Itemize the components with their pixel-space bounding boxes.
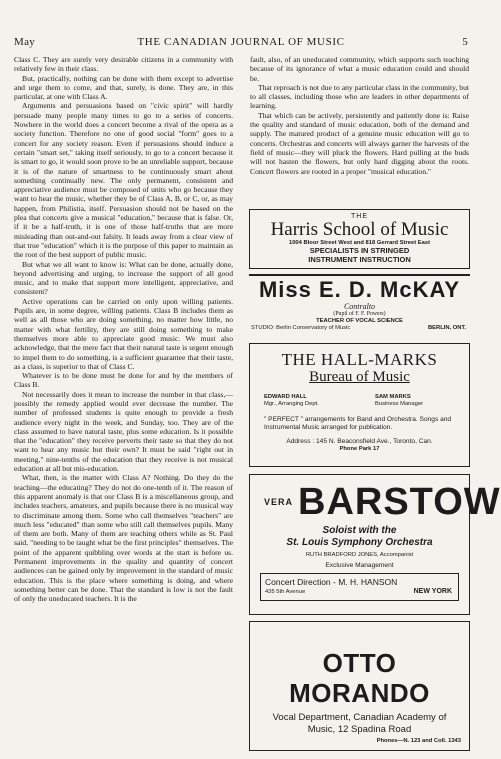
barstow-name: BARSTOW: [298, 481, 501, 523]
left-article-column: [14, 55, 233, 745]
mckay-name: Miss E. D. McKAY: [258, 277, 461, 302]
paragraph: Class C. They are surely very desirable citizens in a community with relatively few in their class.: [14, 55, 233, 74]
paragraph: That reproach is not due to any particular class in the community, but to all classes, including those who are leaders in other departments of learning.: [250, 82, 469, 111]
journal-title: THE CANADIAN JOURNAL OF MUSIC: [137, 36, 345, 48]
morando-name: OTTO MORANDO: [289, 648, 430, 708]
ad-the: THE: [351, 213, 368, 220]
harris-school-ad: [249, 209, 470, 269]
harris-line1: SPECIALISTS IN STRINGED: [309, 246, 410, 255]
paragraph: Whatever is to be done must be done for and by the members of Class B.: [14, 371, 233, 390]
paragraph: But, practically, nothing can be done with them except to advertise and urge them to come, and that, surely, is done. They are, in this particular, at one with Class A.: [14, 73, 233, 102]
harris-address: 1004 Bloor Street West and 818 Gerrard Street East: [288, 240, 430, 246]
mckay-studio: STUDIO: Berlin Conservatory of Music: [251, 325, 351, 331]
concert-direction-box: [260, 573, 459, 601]
barstow-ad: [249, 474, 501, 615]
page-number: 5: [462, 36, 468, 48]
barstow-exclusive: Exclusive Management: [325, 562, 394, 569]
barstow-city: NEW YORK: [413, 588, 452, 595]
barstow-accompanist: RUTH BRADFORD JONES, Accompanist: [305, 552, 414, 558]
morando-ad: [249, 621, 470, 751]
harris-school-name: Harris School of Music: [270, 219, 449, 240]
barstow-direction: Concert Direction - M. H. HANSON: [265, 577, 398, 587]
barstow-street: 435 5th Avenue: [265, 589, 306, 595]
mckay-pupil: (Pupil of F. F. Powers): [333, 311, 386, 317]
mckay-city: BERLIN, ONT.: [427, 325, 466, 331]
right-article-column: [250, 55, 469, 212]
barstow-first-name: VERA: [264, 497, 294, 507]
mckay-voice: Contralto: [343, 302, 376, 311]
page-header: [14, 36, 468, 50]
person-role: Mgr., Arranging Dept.: [264, 401, 319, 407]
person-role: Business Manager: [375, 401, 424, 407]
paragraph: Arguments and persuasions based on "civic spirit" will hardly persuade many people many times to go to a series of concerts. Nowhere in the world does a concert become a rival of the opera as a society function. Therefore no one of good social "form" goes to a concert for any society reason. Even if persuasions should induce a certain "smart set," taking itself seriously, to go to a concert because it is smart to go, it would soon prove to be an unreliable support, because it is of the nature of smartness to be continuously smart about something continually new. The only permanent, consistent and appreciative audience must be composed of units who go because they want to hear the music, whether they be of Class A, B, or C, or, as may happen, from Philistia, itself. Persuasion should not be based on the plea that concerts give a musical "education," because that is false. Or, if it be a half-truth, it is one of those half-truths that are more misleading than out-and-out falsity. It leads away from a clear view of that true "education" which it is the purpose of this paper to maintain as the root of the best support of public music.: [14, 101, 233, 260]
paragraph: fault, also, of an uneducated community, which supports such teaching because of its ignorance of what a music education could and should be.: [250, 55, 469, 83]
paragraph: But what we all want to know is: What can be done, actually done, beyond advertising and urging, to increase the support of all good music, and to make that support more intelligent, appreciative, and consistent?: [14, 259, 233, 297]
ad-separator: [249, 274, 470, 276]
person-name: SAM MARKS: [375, 394, 411, 400]
hall-marks-phone: Phone Park 17: [339, 446, 380, 452]
morando-phones: Phones—N. 123 and Coll. 1343: [376, 738, 461, 744]
paragraph: That which can be actively, persistently and patiently done is: Raise the quality and standard of music education, both of the demand and supply. The matured product of a genuine music education will go to concerts. Orchestras and concerts will always garner the harvests of the field of music—they will pluck the flowers. Hard pulling at the buds will not hasten the flowers, but only hard digging about the roots. Concert flowers are rooted in a proper "musical education.": [250, 110, 469, 176]
hall-marks-subtitle: Bureau of Music: [309, 369, 410, 385]
harris-line2: INSTRUMENT INSTRUCTION: [308, 254, 411, 264]
header-month: May: [14, 36, 36, 48]
mckay-role: TEACHER OF VOCAL SCIENCE: [316, 318, 403, 324]
barstow-soloist: Soloist with the: [322, 525, 397, 536]
paragraph: Active operations can be carried on only upon willing patients. Pupils are, in some degree, willing patients. Class B includes them as well as all those who are doing something, no matter how little, no matter with what fertility, they are still doing something to make themselves more able to appreciate good music. We must also acknowledge, that the mere fact that their natural taste is urgent enough to impel them to do something, is a sufficient guarantee that their taste, as a class, is superior to that of Class C.: [14, 296, 233, 371]
morando-line2: Music, 12 Spadina Road: [307, 724, 412, 735]
paragraph: What, then, is the matter with Class A? Nothing. Do they do the teaching—the educating? They do not do one-tenth of it. The reason of this apparent anomaly is that our Class B is a miscellaneous group, and includes teachers, amateurs, and pupils because there is no musical way to discriminate among them. Some who call themselves "teachers" are much less "educated" than some who still call themselves pupils. Many of them are both. Many of them are teaching others while as St. Paul said, "needing to be taught what be the first principles" themselves. The point of the apparent quibbling over words at the start is before us. Permanent improvements in the quality and quantity of concert audiences can be gained only by improvement in the standard of music education. This is the place where something is doing, and where something better can be done. That the standard is low is not the fault of only the uneducated teachers. It is the: [14, 473, 233, 604]
paragraph: Not necessarily does it mean to increase the number in that class,—possibly the remedy applied would ever decrease the number. The number of professed students is quite enough to provide a fresh audience every night in the week, and Sunday, too. They are of the class assumed to have natural taste, plus some education. Is it possible that the "education" they receive perverts their taste so that they do not want to hear any music but their own? It must be said "right out in meeting," nine-tenths of the education that they receive is not musical education at all but mis-education.: [14, 389, 233, 474]
hall-marks-ad: [249, 343, 470, 467]
mckay-ad: [249, 278, 470, 336]
hall-marks-title: THE HALL-MARKS: [281, 350, 438, 369]
hall-marks-address: Address : 145 N. Beaconsfield Ave., Toronto, Can.: [286, 438, 433, 445]
morando-line1: Vocal Department, Canadian Academy of: [272, 712, 447, 723]
barstow-orchestra: St. Louis Symphony Orchestra: [286, 537, 433, 548]
hall-marks-description: " PERFECT " arrangements for Band and Orchestra. Songs and Instrumental Music arranged for publication.: [264, 416, 452, 431]
person-name: EDWARD HALL: [264, 394, 307, 400]
